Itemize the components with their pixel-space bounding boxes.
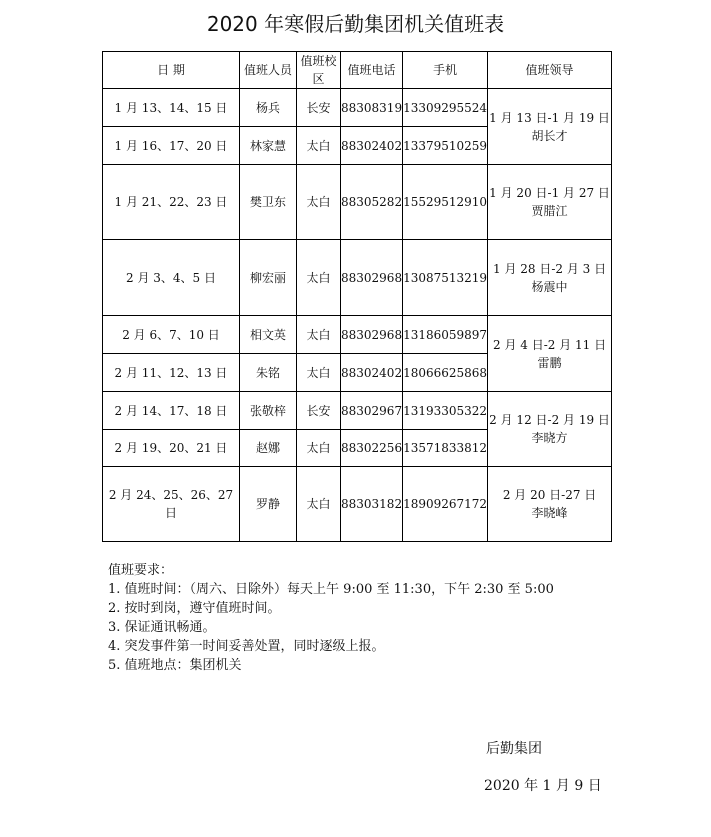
table-row [103,316,612,354]
person-cell: 林家慧 [240,127,297,165]
phone-cell: 88308319 [341,89,403,127]
table-row [103,89,612,127]
leader-cell [488,165,612,240]
campus-cell: 太白 [297,316,341,354]
leader-cell [488,240,612,316]
person-cell: 罗静 [240,467,297,542]
phone-cell: 88302402 [341,354,403,392]
header-person: 值班人员 [240,52,297,89]
campus-cell: 太白 [297,430,341,467]
leader-name: 杨震中 [531,279,568,294]
leader-name: 雷鹏 [537,355,562,370]
mobile-cell: 18909267172 [403,467,488,542]
campus-cell: 太白 [297,127,341,165]
person-cell: 朱铭 [240,354,297,392]
mobile-cell: 13379510259 [403,127,488,165]
table-row [103,392,612,430]
person-cell: 相文英 [240,316,297,354]
phone-cell: 88305282 [341,165,403,240]
leader-period: 1 月 20 日-1 月 27 日 [489,186,610,200]
date-cell: 1 月 13、14、15 日 [103,89,240,127]
requirement-item: 1. 值班时间：（周六、日除外）每天上午 9:00 至 11:30，下午 2:30 至 5:00 [108,582,554,597]
date-cell: 2 月 19、20、21 日 [103,430,240,467]
signature-date: 2020 年 1 月 9 日 [484,778,602,794]
person-cell: 赵娜 [240,430,297,467]
mobile-cell: 13309295524 [403,89,488,127]
requirement-item: 2. 按时到岗，遵守值班时间。 [108,601,281,616]
table-row [103,240,612,316]
phone-cell: 88302256 [341,430,403,467]
table-row [103,165,612,240]
leader-cell [488,467,612,542]
date-cell: 2 月 11、12、13 日 [103,354,240,392]
leader-period: 2 月 12 日-2 月 19 日 [489,413,610,427]
signature-org: 后勤集团 [486,741,542,757]
requirements-section [108,561,554,675]
date-cell: 2 月 24、25、26、27 日 [103,467,240,542]
leader-cell [488,89,612,165]
phone-cell: 88302968 [341,240,403,316]
requirement-item: 5. 值班地点：集团机关 [108,658,242,673]
campus-cell: 太白 [297,240,341,316]
duty-table [102,51,612,542]
date-cell: 1 月 16、17、20 日 [103,127,240,165]
mobile-cell: 13087513219 [403,240,488,316]
leader-name: 李晓峰 [531,506,568,520]
leader-period: 1 月 28 日-2 月 3 日 [493,261,607,276]
page-title: 2020 年寒假后勤集团机关值班表 [206,12,505,36]
requirements-heading: 值班要求： [108,563,174,578]
requirement-item: 4. 突发事件第一时间妥善处置，同时逐级上报。 [108,639,385,654]
leader-name: 贾腊江 [531,204,568,218]
person-cell: 杨兵 [240,89,297,127]
mobile-cell: 13571833812 [403,430,488,467]
date-cell: 2 月 14、17、18 日 [103,392,240,430]
campus-cell: 太白 [297,165,341,240]
person-cell: 樊卫东 [240,165,297,240]
mobile-cell: 15529512910 [403,165,488,240]
leader-name: 胡长才 [531,128,568,143]
leader-period: 2 月 4 日-2 月 11 日 [493,337,607,352]
mobile-cell: 13186059897 [403,316,488,354]
person-cell: 张敬梓 [240,392,297,430]
table-header-row [103,52,612,89]
leader-cell [488,392,612,467]
campus-cell: 太白 [297,467,341,542]
campus-cell: 长安 [297,392,341,430]
header-campus: 值班校区 [297,52,341,89]
phone-cell: 88302402 [341,127,403,165]
campus-cell: 太白 [297,354,341,392]
leader-name: 李晓方 [531,431,568,445]
date-cell: 2 月 6、7、10 日 [103,316,240,354]
header-leader: 值班领导 [488,52,612,89]
leader-period: 2 月 20 日-27 日 [502,488,597,502]
date-cell: 2 月 3、4、5 日 [103,240,240,316]
header-date: 日 期 [103,52,240,89]
campus-cell: 长安 [297,89,341,127]
requirement-item: 3. 保证通讯畅通。 [108,620,216,635]
phone-cell: 88302968 [341,316,403,354]
person-cell: 柳宏丽 [240,240,297,316]
table-row [103,467,612,542]
phone-cell: 88302967 [341,392,403,430]
mobile-cell: 18066625868 [403,354,488,392]
header-phone: 值班电话 [341,52,403,89]
leader-period: 1 月 13 日-1 月 19 日 [489,110,610,125]
header-mobile: 手机 [403,52,488,89]
leader-cell [488,316,612,392]
date-cell: 1 月 21、22、23 日 [103,165,240,240]
mobile-cell: 13193305322 [403,392,488,430]
phone-cell: 88303182 [341,467,403,542]
